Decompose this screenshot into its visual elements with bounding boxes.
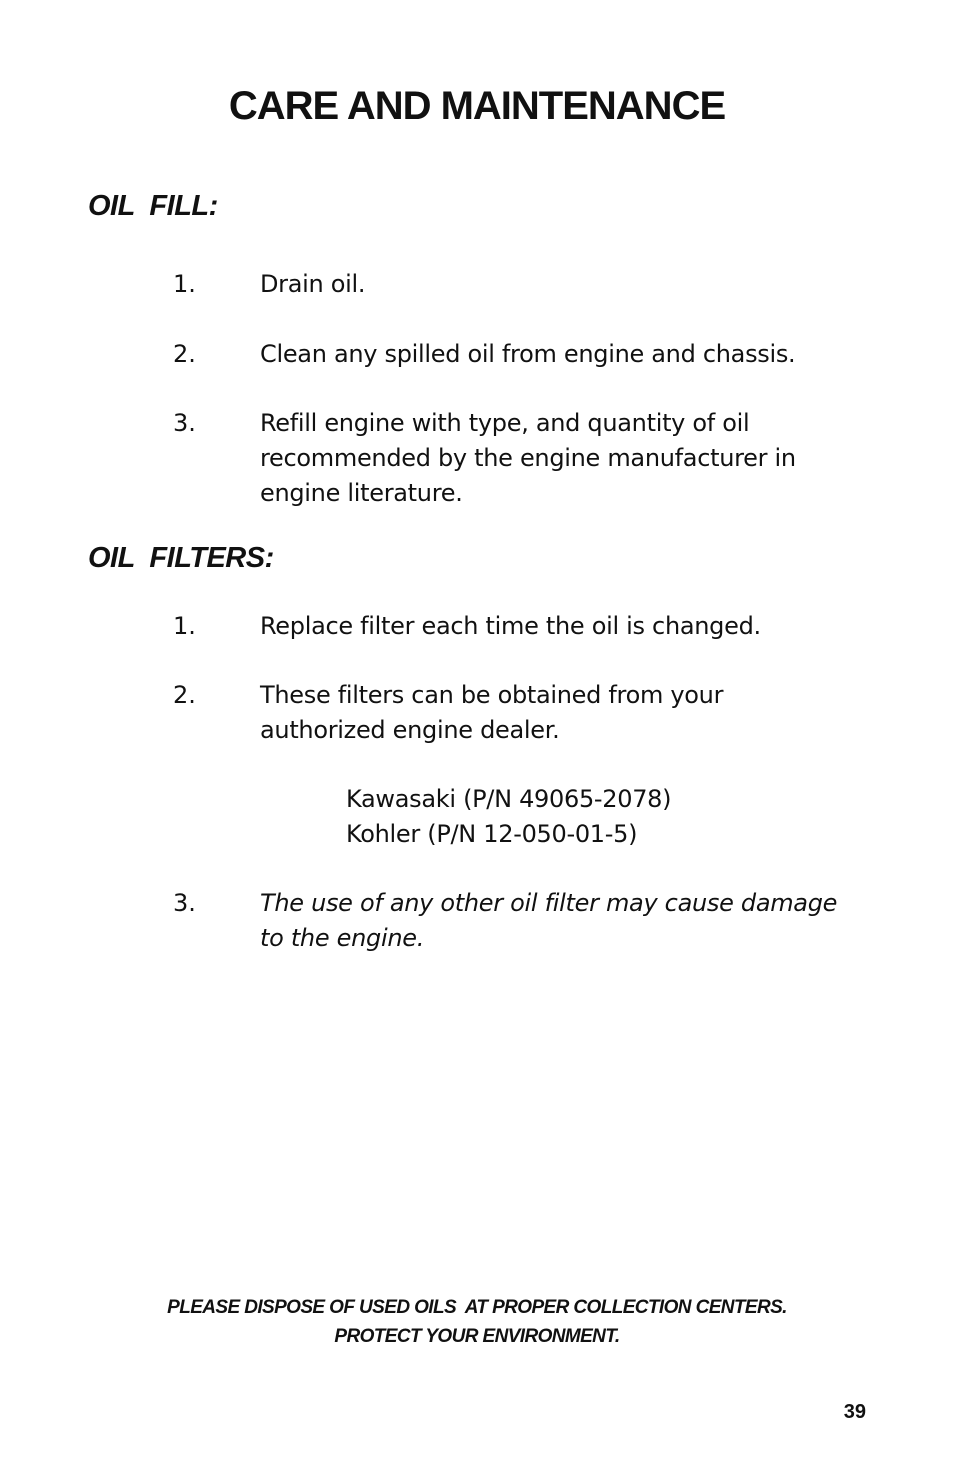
notice-line: PROTECT YOUR ENVIRONMENT.	[334, 1326, 620, 1347]
page-title: CARE AND MAINTENANCE	[228, 84, 726, 128]
list-item-text-warning: The use of any other oil filter may cause damage to the engine.	[260, 889, 838, 952]
page-number: 39	[843, 1401, 866, 1423]
list-item-number: 1.	[173, 270, 196, 298]
environment-notice	[0, 1293, 954, 1351]
list-item-number: 2.	[173, 340, 196, 368]
section-heading-oil-fill: OIL FILL:	[88, 190, 218, 222]
notice-line: PLEASE DISPOSE OF USED OILS AT PROPER COLLECTION CENTERS.	[167, 1297, 787, 1318]
section-heading-oil-filters: OIL FILTERS:	[88, 542, 274, 574]
list-item-number: 2.	[173, 681, 196, 709]
list-item-number: 3.	[173, 409, 196, 437]
list-item-number: 3.	[173, 889, 196, 917]
list-item-text: These filters can be obtained from your authorized engine dealer.	[260, 681, 724, 744]
list-item-text: Clean any spilled oil from engine and chassis.	[260, 340, 796, 368]
part-number-kawasaki: Kawasaki (P/N 49065-2078)	[346, 785, 672, 813]
list-item-text: Refill engine with type, and quantity of oil recommended by the engine manufacturer in engine literature.	[260, 409, 796, 507]
part-number-kohler: Kohler (P/N 12-050-01-5)	[346, 820, 638, 848]
list-item-text: Replace filter each time the oil is changed.	[260, 612, 761, 640]
list-item-number: 1.	[173, 612, 196, 640]
list-item-text: Drain oil.	[260, 270, 366, 298]
